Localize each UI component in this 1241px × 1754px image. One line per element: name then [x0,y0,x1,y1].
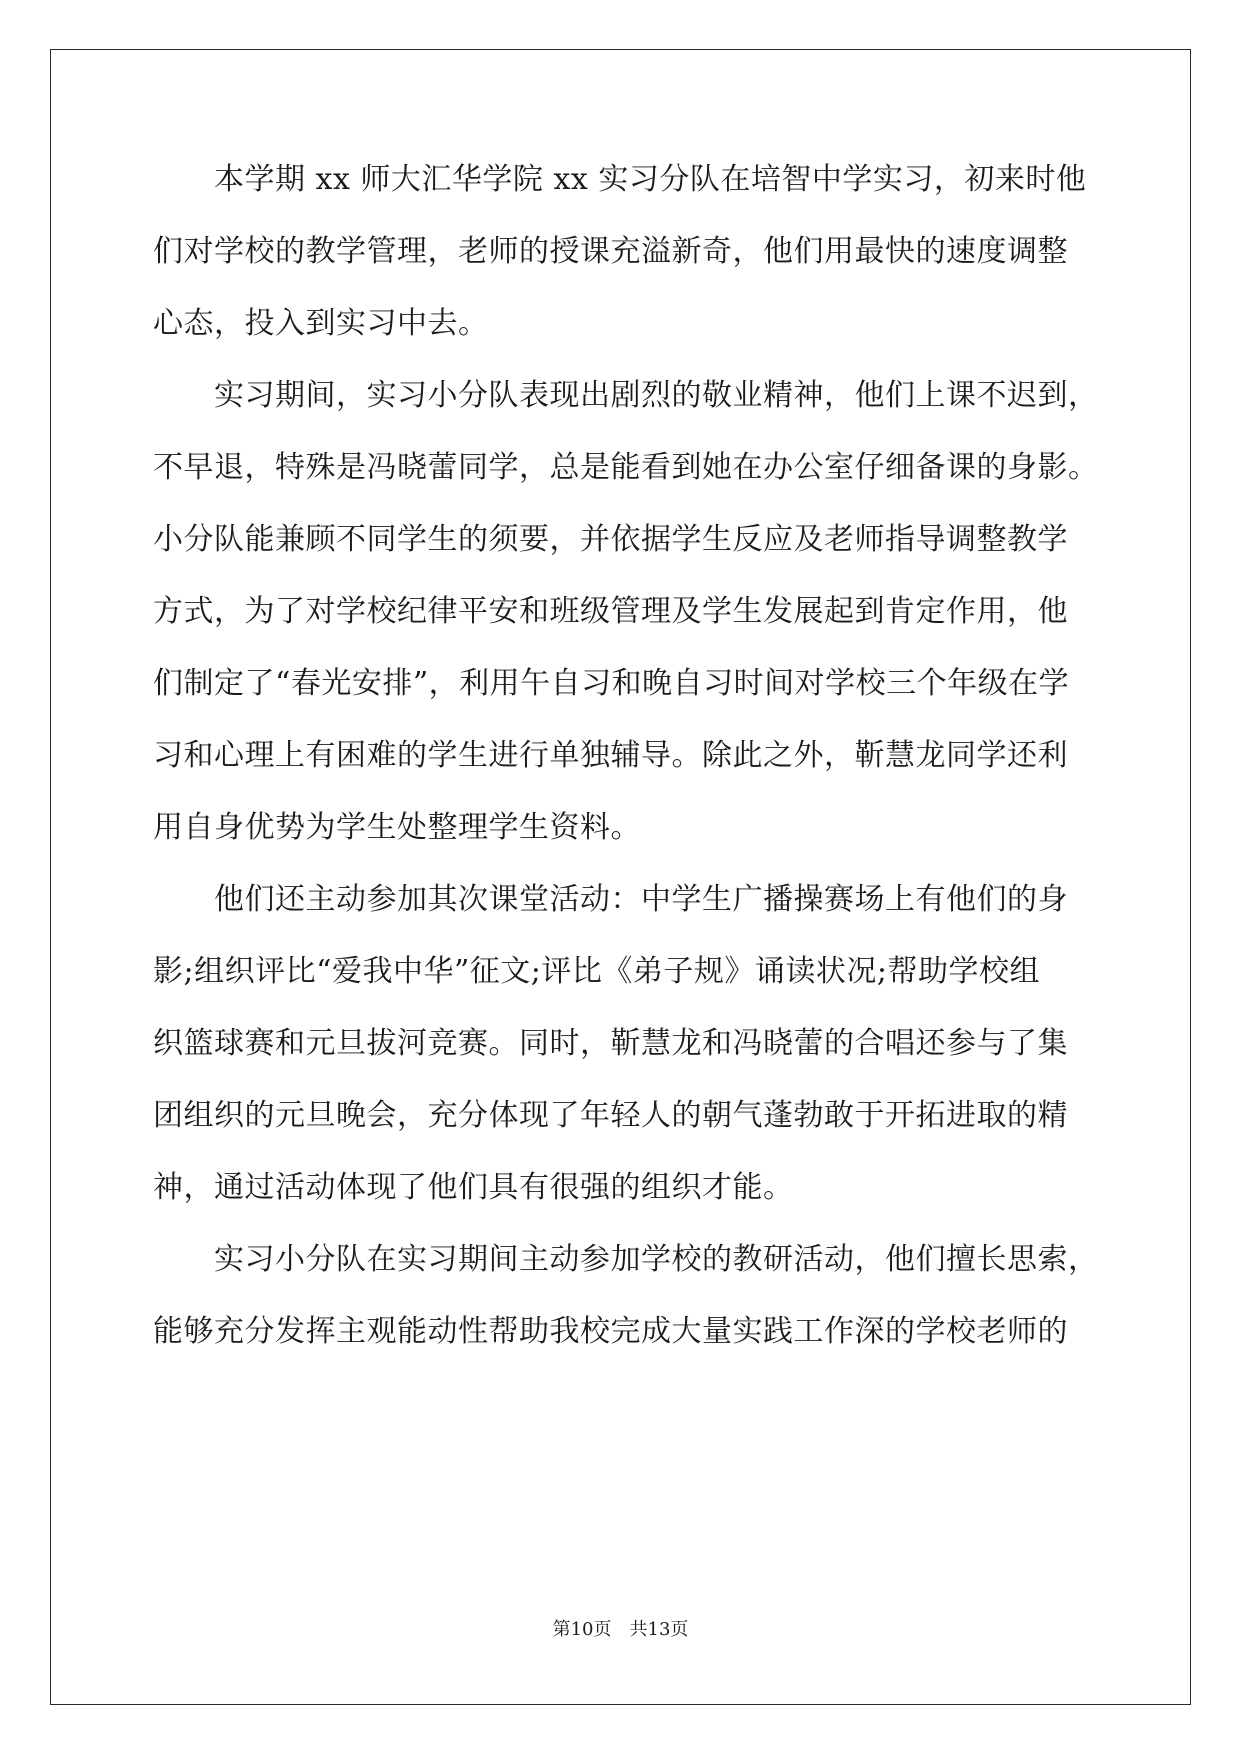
text-line: 神，通过活动体现了他们具有很强的组织才能。 [153,1170,794,1205]
text-line: 习和心理上有困难的学生进行单独辅导。除此之外，靳慧龙同学还利 [153,738,1068,773]
text-line: 不早退，特殊是冯晓蕾同学，总是能看到她在办公室仔细备课的身影。 [153,450,1099,485]
text-line: 团组织的元旦晚会，充分体现了年轻人的朝气蓬勃敢于开拓进取的精 [153,1098,1068,1133]
page-border [50,49,1191,1705]
text-line: 小分队能兼顾不同学生的须要，并依据学生反应及老师指导调整教学 [153,522,1068,557]
text-line: 能够充分发挥主观能动性帮助我校完成大量实践工作深的学校老师的 [153,1314,1068,1349]
text-line: 心态，投入到实习中去。 [153,306,489,341]
text-line: 影;组织评比“爱我中华”征文;评比《弟子规》诵读状况;帮助学校组 [153,954,1040,989]
text-line: 实习小分队在实习期间主动参加学校的教研活动，他们擅长思索， [153,1242,1099,1277]
text-line: 用自身优势为学生处整理学生资料。 [153,810,641,845]
text-line: 他们还主动参加其次课堂活动：中学生广播操赛场上有他们的身 [153,882,1068,917]
page-number: 第10页 共13页 [552,1619,689,1640]
text-line: 本学期 xx 师大汇华学院 xx 实习分队在培智中学实习，初来时他 [153,162,1087,197]
text-line: 们制定了“春光安排”，利用午自习和晚自习时间对学校三个年级在学 [153,666,1070,701]
text-line: 们对学校的教学管理，老师的授课充溢新奇，他们用最快的速度调整 [153,234,1068,269]
text-line: 实习期间，实习小分队表现出剧烈的敬业精神，他们上课不迟到， [153,378,1099,413]
text-line: 织篮球赛和元旦拔河竞赛。同时，靳慧龙和冯晓蕾的合唱还参与了集 [153,1026,1068,1061]
text-line: 方式，为了对学校纪律平安和班级管理及学生发展起到肯定作用，他 [153,594,1068,629]
